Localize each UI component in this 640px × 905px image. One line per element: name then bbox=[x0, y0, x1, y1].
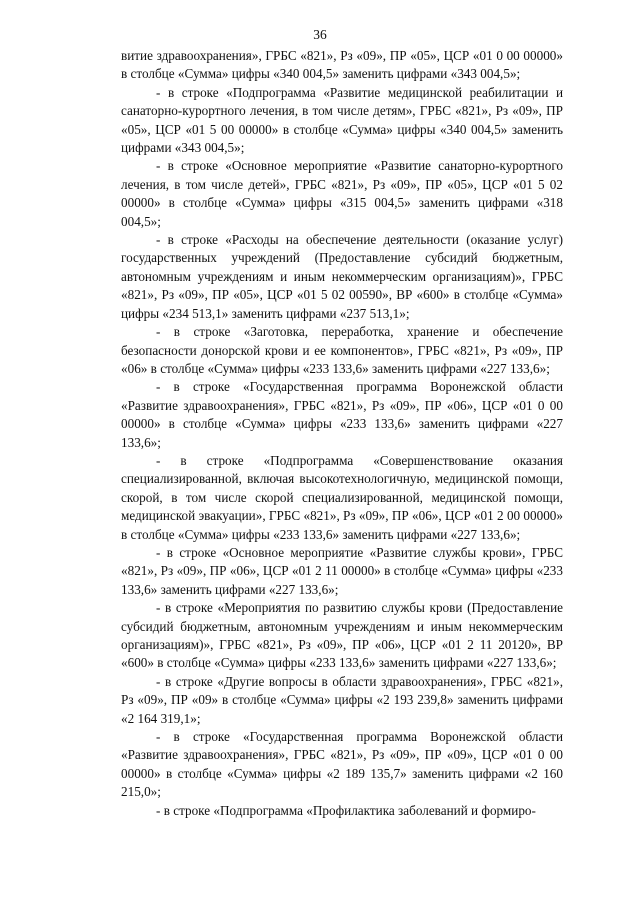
paragraph-truncated: - в строке «Подпрограмма «Профилактика заболеваний и формиро- bbox=[156, 802, 536, 818]
paragraph: - в строке «Основное мероприятие «Развитие службы крови», ГРБС «821», Рз «09», ПР «06», ЦСР «01 2 11 00000» в столбце «Сумма» цифры «233 133,6» заменить цифрами «227 133,6»; bbox=[121, 544, 563, 597]
document-body bbox=[121, 47, 563, 820]
paragraph: - в строке «Государственная программа Воронежской области «Развитие здравоохранения», ГРБС «821», Рз «09», ПР «09», ЦСР «01 0 00 00000» в столбце «Сумма» цифры «2 189 135,7» заменить цифрами «2 160 215,0»; bbox=[121, 729, 563, 800]
paragraph: - в строке «Мероприятия по развитию службы крови (Предоставление субсидий бюджетным, автономным учреждениям и иным некоммерческим организациям)», ГРБС «821», Рз «09», ПР «06», ЦСР «01 2 11 20120», ВР «600» в столбце «Сумма» цифры «233 133,6» заменить цифрами «227 133,6»; bbox=[121, 600, 563, 671]
paragraph: - в строке «Заготовка, переработка, хранение и обеспечение безопасности донорской крови и ее компонентов», ГРБС «821», Рз «09», ПР «06» в столбце «Сумма» цифры «233 133,6» заменить цифрами «227 133,6»; bbox=[121, 324, 563, 376]
paragraph: - в строке «Подпрограмма «Совершенствование оказания специализированной, включая высокотехнологичную, медицинской помощи, скорой, в том числе скорой специализированной, медицинской помощи, медицинской эвакуации», ГРБС «821», Рз «09», ПР «06», ЦСР «01 2 00 00000» в столбце «Сумма» цифры «233 133,6» заменить цифрами «227 133,6»; bbox=[121, 452, 563, 542]
paragraph: - в строке «Государственная программа Воронежской области «Развитие здравоохранения», ГРБС «821», Рз «09», ПР «06», ЦСР «01 0 00 00000» в столбце «Сумма» цифры «233 133,6» заменить цифрами «227 133,6»; bbox=[121, 379, 563, 450]
paragraph: - в строке «Расходы на обеспечение деятельности (оказание услуг) государственных учреждений (Предоставление субсидий бюджетным, автономным учреждениям и иным некоммерческим организациям)», ГРБС «821», Рз «09», ПР «05», ЦСР «01 5 02 00590», ВР «600» в столбце «Сумма» цифры «234 513,1» заменить цифрами «237 513,1»; bbox=[121, 232, 563, 321]
paragraph: - в строке «Другие вопросы в области здравоохранения», ГРБС «821», Рз «09», ПР «09» в столбце «Сумма» цифры «2 193 239,8» заменить цифрами «2 164 319,1»; bbox=[121, 673, 563, 726]
paragraph: - в строке «Подпрограмма «Развитие медицинской реабилитации и санаторно-курортного лечения, в том числе детям», ГРБС «821», Рз «09», ПР «05», ЦСР «01 5 00 00000» в столбце «Сумма» цифры «340 004,5» заменить цифрами «343 004,5»; bbox=[121, 84, 563, 156]
paragraph: - в строке «Основное мероприятие «Развитие санаторно-курортного лечения, в том числе детей», ГРБС «821», Рз «09», ПР «05», ЦСР «01 5 02 00000» в столбце «Сумма» цифры «315 004,5» заменить цифрами «318 004,5»; bbox=[121, 158, 563, 229]
paragraph-continuation: витие здравоохранения», ГРБС «821», Рз «09», ПР «05», ЦСР «01 0 00 00000» в столбце «Сумма» цифры «340 004,5» заменить цифрами «343 004,5»; bbox=[121, 48, 563, 82]
page-number: 36 bbox=[313, 27, 327, 42]
